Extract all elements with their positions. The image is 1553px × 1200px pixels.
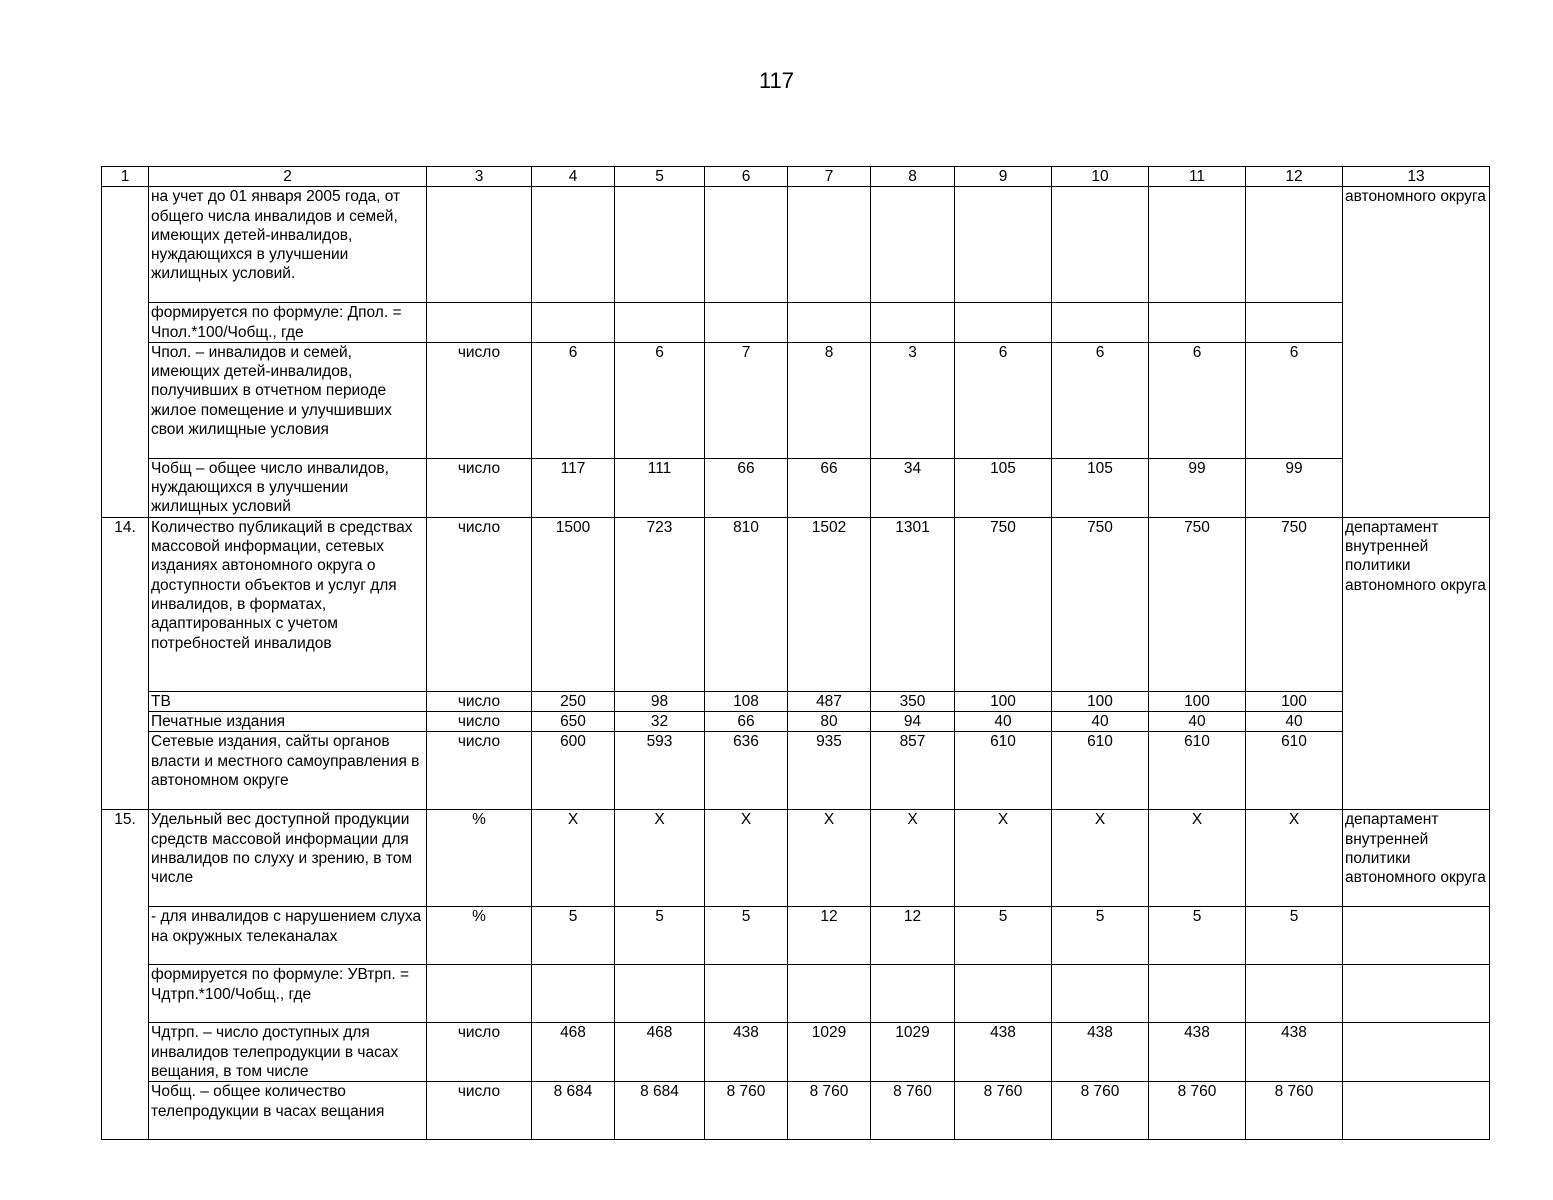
value-cell: 5	[532, 907, 615, 965]
value-cell	[871, 965, 955, 1023]
value-cell	[788, 187, 871, 303]
unit-cell: число	[427, 517, 532, 691]
value-cell: 750	[1246, 517, 1343, 691]
value-cell: 6	[1052, 342, 1149, 458]
value-cell	[955, 187, 1052, 303]
value-cell: 40	[1052, 712, 1149, 732]
value-cell: 5	[615, 907, 705, 965]
value-cell: Х	[1149, 810, 1246, 907]
indicator-text: Печатные издания	[149, 712, 427, 732]
value-cell: 650	[532, 712, 615, 732]
value-cell: 1029	[788, 1023, 871, 1082]
value-cell: 105	[1052, 458, 1149, 517]
header-cell: 6	[705, 167, 788, 187]
responsible-org	[1343, 907, 1490, 965]
value-cell: 610	[1246, 732, 1343, 810]
value-cell: 32	[615, 712, 705, 732]
value-cell: 8 760	[871, 1082, 955, 1140]
value-cell: 99	[1246, 458, 1343, 517]
value-cell: 468	[615, 1023, 705, 1082]
value-cell: 610	[1149, 732, 1246, 810]
unit-cell: число	[427, 1023, 532, 1082]
indicator-text: Удельный вес доступной продукции средств массовой информации для инвалидов по слуху и зрению, в том числе	[149, 810, 427, 907]
unit-cell: %	[427, 907, 532, 965]
value-cell: 1500	[532, 517, 615, 691]
value-cell	[705, 187, 788, 303]
value-cell: 100	[1246, 691, 1343, 711]
value-cell: 468	[532, 1023, 615, 1082]
value-cell	[1149, 303, 1246, 343]
value-cell: 750	[1149, 517, 1246, 691]
indicator-text: Чпол. – инвалидов и семей, имеющих детей-инвалидов, получивших в отчетном периоде жилое помещение и улучшивших свои жилищные условия	[149, 342, 427, 458]
value-cell: 5	[1149, 907, 1246, 965]
value-cell	[615, 187, 705, 303]
value-cell: 350	[871, 691, 955, 711]
header-cell: 2	[149, 167, 427, 187]
page-number: 117	[758, 68, 795, 93]
value-cell: 117	[532, 458, 615, 517]
value-cell: 600	[532, 732, 615, 810]
row-number: 14.	[102, 517, 149, 810]
table-row	[102, 965, 1490, 1023]
indicator-text: ТВ	[149, 691, 427, 711]
table-row	[102, 691, 1490, 711]
value-cell: 6	[1149, 342, 1246, 458]
header-cell: 7	[788, 167, 871, 187]
value-cell: 438	[1052, 1023, 1149, 1082]
value-cell: 8 760	[955, 1082, 1052, 1140]
table-row	[102, 732, 1490, 810]
value-cell: 750	[955, 517, 1052, 691]
value-cell: 1301	[871, 517, 955, 691]
header-cell: 12	[1246, 167, 1343, 187]
indicator-text: Чобщ. – общее количество телепродукции в часах вещания	[149, 1082, 427, 1140]
header-cell: 3	[427, 167, 532, 187]
value-cell: Х	[1052, 810, 1149, 907]
value-cell	[955, 303, 1052, 343]
table-row	[102, 907, 1490, 965]
indicator-text: на учет до 01 января 2005 года, от общего числа инвалидов и семей, имеющих детей-инвалидов, нуждающихся в улучшении жилищных условий.	[149, 187, 427, 303]
value-cell	[615, 303, 705, 343]
value-cell	[615, 965, 705, 1023]
value-cell: 66	[788, 458, 871, 517]
value-cell: 250	[532, 691, 615, 711]
value-cell: 12	[788, 907, 871, 965]
value-cell: 5	[705, 907, 788, 965]
value-cell: 487	[788, 691, 871, 711]
value-cell: Х	[1246, 810, 1343, 907]
header-cell: 11	[1149, 167, 1246, 187]
value-cell: 750	[1052, 517, 1149, 691]
value-cell	[705, 965, 788, 1023]
responsible-org	[1343, 1082, 1490, 1140]
value-cell: 5	[955, 907, 1052, 965]
value-cell	[1149, 965, 1246, 1023]
table-row	[102, 303, 1490, 343]
table-row	[102, 1023, 1490, 1082]
value-cell: Х	[705, 810, 788, 907]
value-cell: 40	[1149, 712, 1246, 732]
value-cell: 5	[1052, 907, 1149, 965]
row-number: 15.	[102, 810, 149, 1140]
value-cell	[1052, 303, 1149, 343]
value-cell	[788, 965, 871, 1023]
responsible-org	[1343, 1023, 1490, 1082]
unit-cell	[427, 965, 532, 1023]
value-cell: 6	[955, 342, 1052, 458]
responsible-org: департамент внутренней политики автономного округа	[1343, 810, 1490, 907]
value-cell	[1052, 187, 1149, 303]
value-cell: 66	[705, 458, 788, 517]
value-cell: 40	[1246, 712, 1343, 732]
header-cell: 10	[1052, 167, 1149, 187]
value-cell	[1052, 965, 1149, 1023]
header-cell: 13	[1343, 167, 1490, 187]
value-cell: 105	[955, 458, 1052, 517]
value-cell	[1149, 187, 1246, 303]
value-cell: 636	[705, 732, 788, 810]
value-cell: 810	[705, 517, 788, 691]
indicators-table	[101, 166, 1490, 1140]
value-cell: 438	[955, 1023, 1052, 1082]
row-number	[102, 187, 149, 517]
indicator-text: Чобщ – общее число инвалидов, нуждающихся в улучшении жилищных условий	[149, 458, 427, 517]
indicator-text: Чдтрп. – число доступных для инвалидов телепродукции в часах вещания, в том числе	[149, 1023, 427, 1082]
value-cell: Х	[871, 810, 955, 907]
value-cell: 857	[871, 732, 955, 810]
table-row	[102, 517, 1490, 691]
table-row	[102, 187, 1490, 303]
header-cell: 5	[615, 167, 705, 187]
value-cell	[871, 187, 955, 303]
value-cell	[705, 303, 788, 343]
unit-cell: число	[427, 1082, 532, 1140]
value-cell: 610	[955, 732, 1052, 810]
responsible-org: автономного округа	[1343, 187, 1490, 517]
value-cell: Х	[955, 810, 1052, 907]
value-cell	[955, 965, 1052, 1023]
value-cell: 100	[955, 691, 1052, 711]
indicator-text: формируется по формуле: УВтрп. = Чдтрп.*100/Чобщ., где	[149, 965, 427, 1023]
table-row	[102, 342, 1490, 458]
value-cell	[871, 303, 955, 343]
table-row	[102, 810, 1490, 907]
value-cell: 8	[788, 342, 871, 458]
value-cell	[788, 303, 871, 343]
value-cell: 34	[871, 458, 955, 517]
value-cell: 100	[1149, 691, 1246, 711]
value-cell: 8 760	[1246, 1082, 1343, 1140]
unit-cell: число	[427, 712, 532, 732]
value-cell	[1246, 303, 1343, 343]
header-cell: 1	[102, 167, 149, 187]
table-row	[102, 712, 1490, 732]
value-cell	[532, 187, 615, 303]
value-cell: 8 684	[532, 1082, 615, 1140]
unit-cell: число	[427, 732, 532, 810]
value-cell: 108	[705, 691, 788, 711]
value-cell: 100	[1052, 691, 1149, 711]
value-cell: 5	[1246, 907, 1343, 965]
table-row	[102, 458, 1490, 517]
indicator-text: формируется по формуле: Дпол. = Чпол.*100/Чобщ., где	[149, 303, 427, 343]
unit-cell: %	[427, 810, 532, 907]
value-cell: 99	[1149, 458, 1246, 517]
indicator-text: - для инвалидов с нарушением слуха на окружных телеканалах	[149, 907, 427, 965]
value-cell: 438	[1149, 1023, 1246, 1082]
value-cell: 94	[871, 712, 955, 732]
value-cell	[1246, 187, 1343, 303]
value-cell: 98	[615, 691, 705, 711]
indicator-text: Количество публикаций в средствах массовой информации, сетевых изданиях автономного округа о доступности объектов и услуг для инвалидов, в форматах, адаптированных с учетом потребностей инвалидов	[149, 517, 427, 691]
value-cell: 1502	[788, 517, 871, 691]
value-cell	[1246, 965, 1343, 1023]
value-cell: 80	[788, 712, 871, 732]
header-cell: 4	[532, 167, 615, 187]
value-cell: 8 760	[788, 1082, 871, 1140]
table-row	[102, 1082, 1490, 1140]
indicator-text: Сетевые издания, сайты органов власти и местного самоуправления в автономном округе	[149, 732, 427, 810]
value-cell: 3	[871, 342, 955, 458]
value-cell: 8 760	[705, 1082, 788, 1140]
value-cell: Х	[788, 810, 871, 907]
value-cell: Х	[532, 810, 615, 907]
value-cell: 8 684	[615, 1082, 705, 1140]
value-cell: 12	[871, 907, 955, 965]
value-cell: 935	[788, 732, 871, 810]
value-cell: 438	[1246, 1023, 1343, 1082]
header-cell: 9	[955, 167, 1052, 187]
value-cell: 8 760	[1149, 1082, 1246, 1140]
value-cell: Х	[615, 810, 705, 907]
value-cell: 438	[705, 1023, 788, 1082]
value-cell: 723	[615, 517, 705, 691]
value-cell: 1029	[871, 1023, 955, 1082]
unit-cell	[427, 187, 532, 303]
value-cell: 8 760	[1052, 1082, 1149, 1140]
responsible-org: департамент внутренней политики автономного округа	[1343, 517, 1490, 810]
value-cell: 7	[705, 342, 788, 458]
unit-cell: число	[427, 691, 532, 711]
value-cell: 111	[615, 458, 705, 517]
header-cell: 8	[871, 167, 955, 187]
value-cell: 6	[615, 342, 705, 458]
unit-cell: число	[427, 458, 532, 517]
value-cell	[532, 965, 615, 1023]
value-cell: 6	[1246, 342, 1343, 458]
value-cell: 593	[615, 732, 705, 810]
value-cell: 610	[1052, 732, 1149, 810]
value-cell: 40	[955, 712, 1052, 732]
unit-cell	[427, 303, 532, 343]
value-cell: 6	[532, 342, 615, 458]
unit-cell: число	[427, 342, 532, 458]
value-cell: 66	[705, 712, 788, 732]
value-cell	[532, 303, 615, 343]
header-row	[102, 167, 1490, 187]
responsible-org	[1343, 965, 1490, 1023]
